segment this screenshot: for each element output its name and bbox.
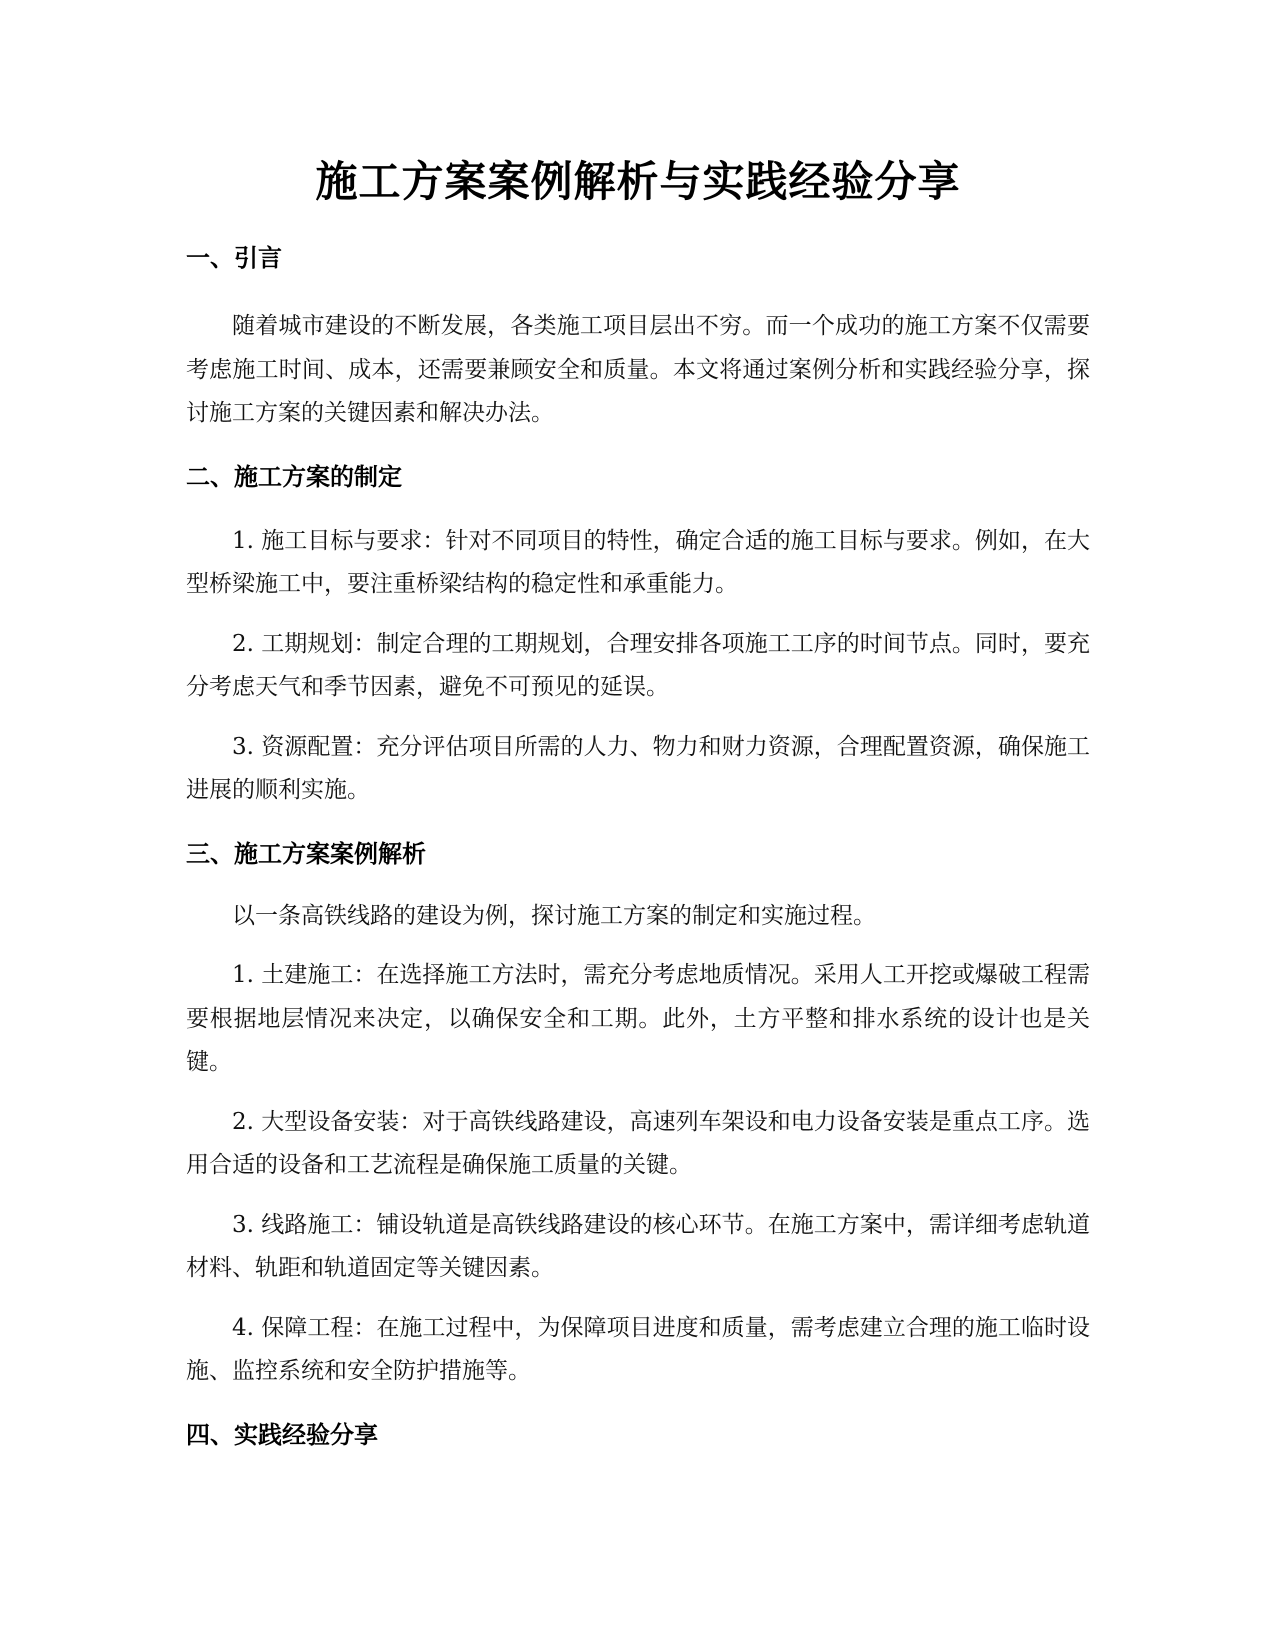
paragraph-construction-goals: 1. 施工目标与要求：针对不同项目的特性，确定合适的施工目标与要求。例如，在大型桥梁施工中，要注重桥梁结构的稳定性和承重能力。 xyxy=(186,527,1090,597)
document-page xyxy=(186,0,1090,1452)
paragraph-resource-allocation: 3. 资源配置：充分评估项目所需的人力、物力和财力资源，合理配置资源，确保施工进展的顺利实施。 xyxy=(186,733,1090,803)
paragraph-schedule-planning: 2. 工期规划：制定合理的工期规划，合理安排各项施工工序的时间节点。同时，要充分考虑天气和季节因素，避免不可预见的延误。 xyxy=(186,630,1090,700)
section-heading-practical-experience: 四、实践经验分享 xyxy=(186,1420,378,1449)
paragraph-civil-works: 1. 土建施工：在选择施工方法时，需充分考虑地质情况。采用人工开挖或爆破工程需要根据地层情况来决定，以确保安全和工期。此外，土方平整和排水系统的设计也是关键。 xyxy=(186,962,1090,1075)
section-heading-introduction: 一、引言 xyxy=(186,244,282,272)
paragraph-case-intro: 以一条高铁线路的建设为例，探讨施工方案的制定和实施过程。 xyxy=(232,902,876,929)
paragraph-equipment-installation: 2. 大型设备安装：对于高铁线路建设，高速列车架设和电力设备安装是重点工序。选用合适的设备和工艺流程是确保施工质量的关键。 xyxy=(186,1108,1090,1178)
paragraph-introduction: 随着城市建设的不断发展，各类施工项目层出不穷。而一个成功的施工方案不仅需要考虑施工时间、成本，还需要兼顾安全和质量。本文将通过案例分析和实践经验分享，探讨施工方案的关键因素和解决办法。 xyxy=(186,313,1090,426)
section-heading-plan-formulation: 二、施工方案的制定 xyxy=(186,462,402,491)
section-heading-case-analysis: 三、施工方案案例解析 xyxy=(186,839,426,868)
paragraph-support-works: 4. 保障工程：在施工过程中，为保障项目进度和质量，需考虑建立合理的施工临时设施、监控系统和安全防护措施等。 xyxy=(186,1314,1090,1384)
document-title: 施工方案案例解析与实践经验分享 xyxy=(315,157,961,206)
paragraph-track-construction: 3. 线路施工：铺设轨道是高铁线路建设的核心环节。在施工方案中，需详细考虑轨道材料、轨距和轨道固定等关键因素。 xyxy=(186,1211,1090,1281)
